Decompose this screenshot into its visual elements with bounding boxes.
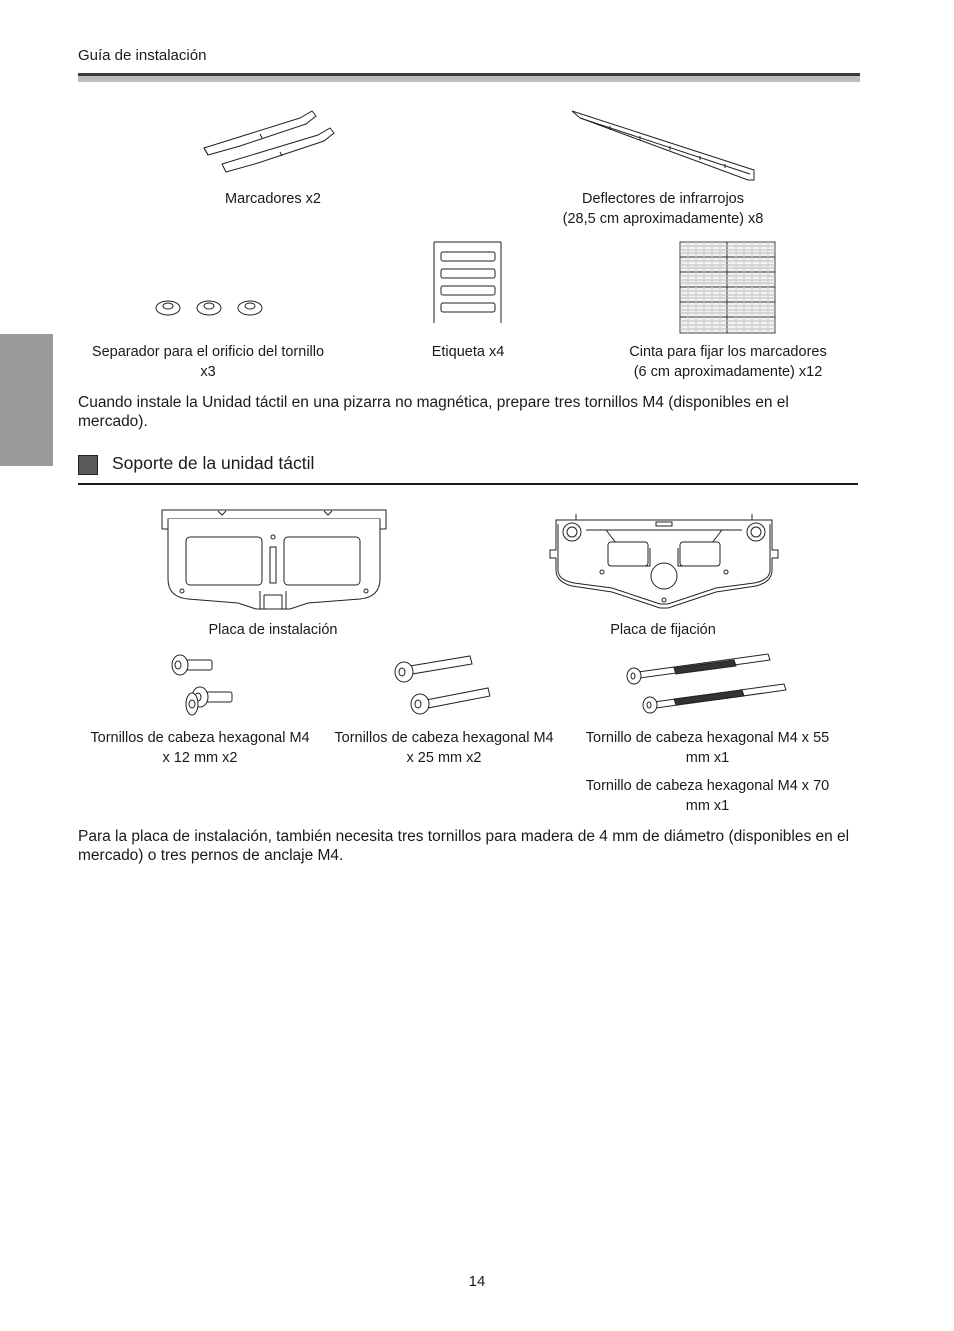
deflector-illustration	[570, 108, 760, 183]
side-tab	[0, 334, 53, 466]
tornillo-55mm-caption-line1: Tornillo de cabeza hexagonal M4 x 55	[585, 730, 830, 746]
tornillo-25mm-illustration	[392, 652, 496, 722]
placa-fijacion-caption: Placa de fijación	[610, 622, 716, 638]
tornillo-70mm-caption-line1: Tornillo de cabeza hexagonal M4 x 70	[585, 778, 830, 794]
deflectores-caption-line1: Deflectores de infrarrojos	[582, 191, 744, 207]
marcadores-illustration	[200, 108, 350, 178]
section-title: Soporte de la unidad táctil	[112, 453, 315, 473]
tornillo-12mm-caption-line1: Tornillos de cabeza hexagonal M4	[90, 730, 310, 746]
cinta-illustration	[680, 242, 776, 334]
note-bottom: Para la placa de instalación, también necesita tres tornillos para madera de 4 mm de diámetro (disponibles en el mercado) o tres pernos de anclaje M4.	[78, 828, 850, 864]
header-rule	[78, 73, 860, 82]
separador-caption-line1: Separador para el orificio del tornillo	[91, 344, 325, 360]
tornillo-70mm-caption-line2: mm x1	[685, 798, 730, 814]
section-marker	[78, 455, 98, 475]
tornillo-55-70mm-illustration	[624, 652, 790, 718]
tornillo-25mm-caption-line2: x 25 mm x2	[406, 750, 482, 766]
section-rule	[78, 483, 858, 485]
tornillo-55mm-caption-line2: mm x1	[685, 750, 730, 766]
cinta-caption-line2: (6 cm aproximadamente) x12	[633, 364, 823, 380]
cinta-caption-line1: Cinta para fijar los marcadores	[629, 344, 827, 360]
note-top: Cuando instale la Unidad táctil en una pizarra no magnética, prepare tres tornillos M4 (disponibles en el mercado).	[78, 394, 789, 430]
marcadores-caption: Marcadores x2	[225, 191, 321, 207]
separador-illustration	[154, 296, 266, 320]
separador-caption-line2: x3	[200, 364, 216, 380]
tornillo-12mm-illustration	[164, 652, 236, 722]
page-number: 14	[468, 1273, 486, 1290]
placa-fijacion-illustration	[546, 508, 782, 612]
tornillo-25mm-caption-line1: Tornillos de cabeza hexagonal M4	[334, 730, 554, 746]
tornillo-12mm-caption-line2: x 12 mm x2	[162, 750, 238, 766]
etiqueta-illustration	[433, 242, 503, 324]
running-header: Guía de instalación	[78, 47, 207, 64]
etiqueta-caption: Etiqueta x4	[431, 344, 505, 360]
placa-instalacion-illustration	[160, 507, 388, 612]
placa-instalacion-caption: Placa de instalación	[208, 622, 338, 638]
deflectores-caption-line2: (28,5 cm aproximadamente) x8	[562, 211, 764, 227]
